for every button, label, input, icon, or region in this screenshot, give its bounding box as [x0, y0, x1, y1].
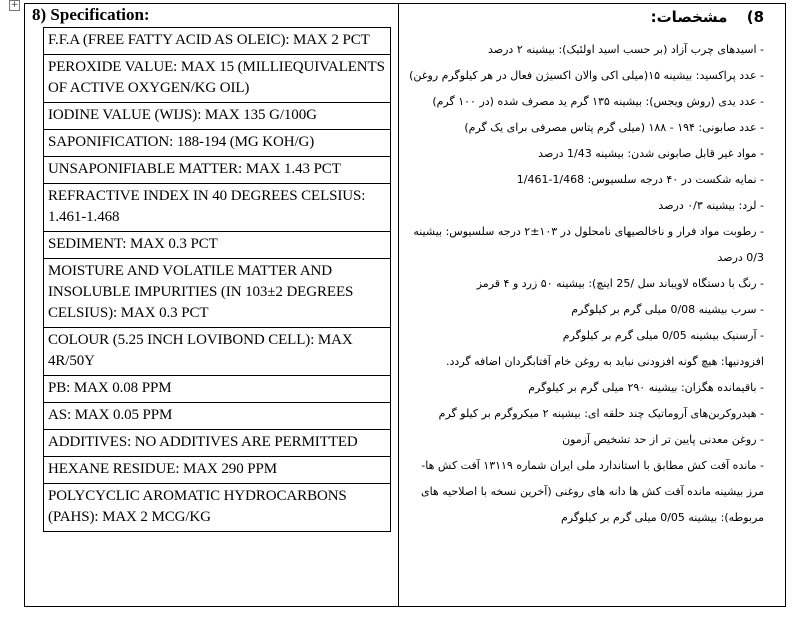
- spec-hexane-residue: HEXANE RESIDUE: MAX 290 PPM: [44, 457, 391, 484]
- list-item: - نمایه شکست در ۴۰ درجه سلسیوس: 1/468-1/461: [516, 173, 764, 186]
- spec-additives: ADDITIVES: NO ADDITIVES ARE PERMITTED: [44, 430, 391, 457]
- table-row: [44, 376, 391, 403]
- specification-table: [43, 27, 391, 532]
- table-row: [44, 184, 391, 232]
- list-item: - مواد غیر قابل صابونی شدن: بیشینه 1/43 درصد: [538, 147, 764, 160]
- persian-spec-list: [407, 37, 764, 531]
- list-item: - اسیدهای چرب آزاد (بر حسب اسید اولئیک): بیشینه ۲ درصد: [488, 43, 764, 56]
- spec-refractive-index: REFRACTIVE INDEX IN 40 DEGREES CELSIUS: 1.461-1.468: [44, 184, 391, 232]
- table-row: [44, 457, 391, 484]
- persian-column: [399, 3, 786, 607]
- specification-heading: 8) Specification:: [32, 5, 150, 24]
- list-item: افزودنیها: هیچ گونه افزودنی نباید به روغن خام آفتابگردان اضافه گردد.: [446, 355, 764, 368]
- list-item: - لرد: بیشینه ۰/۳ درصد: [658, 199, 764, 212]
- persian-heading-title: مشخصات:: [650, 8, 728, 26]
- list-item: - آرسنیک بیشینه 0/05 میلی گرم بر کیلوگرم: [562, 329, 764, 342]
- table-row: [44, 103, 391, 130]
- list-item: - عدد صابونی: ۱۹۴ - ۱۸۸ (میلی گرم پتاس مصرفی برای یک گرم): [464, 121, 764, 134]
- spec-moisture-volatile: MOISTURE AND VOLATILE MATTER AND INSOLUBLE IMPURITIES (IN 103±2 DEGREES CELSIUS): MAX 0.3 PCT: [44, 259, 391, 328]
- spec-iodine-value: IODINE VALUE (WIJS): MAX 135 G/100G: [44, 103, 391, 130]
- list-item: - روغن معدنی پایین تر از حد تشخیص آزمون: [562, 433, 764, 446]
- list-item: - عدد پراکسید: بیشینه ۱۵(میلی اکی والان اکسیژن فعال در هر کیلوگرم روغن) - عدد یدی (روش ویجس): بیشینه ۱۳۵ گرم ید مصرف شده (در ۱۰۰ گرم): [409, 69, 764, 108]
- table-row: [44, 403, 391, 430]
- spec-as: AS: MAX 0.05 PPM: [44, 403, 391, 430]
- table-row: [44, 232, 391, 259]
- persian-heading: [651, 8, 764, 26]
- spec-ffa: F.F.A (FREE FATTY ACID AS OLEIC): MAX 2 PCT: [44, 28, 391, 55]
- table-row: [44, 55, 391, 103]
- persian-heading-number: 8): [746, 8, 764, 26]
- table-row: [44, 430, 391, 457]
- spec-pahs: POLYCYCLIC AROMATIC HYDROCARBONS (PAHS): MAX 2 MCG/KG: [44, 484, 391, 532]
- spec-pb: PB: MAX 0.08 PPM: [44, 376, 391, 403]
- table-row: [44, 328, 391, 376]
- table-row: [44, 484, 391, 532]
- table-row: [44, 28, 391, 55]
- list-item: - هیدروکربن‌های آروماتیک چند حلقه ای: بیشینه ۲ میکروگرم بر کیلو گرم: [438, 407, 764, 420]
- spec-saponification: SAPONIFICATION: 188-194 (MG KOH/G): [44, 130, 391, 157]
- list-item: - سرب بیشینه 0/08 میلی گرم بر کیلوگرم: [571, 303, 764, 316]
- spec-colour: COLOUR (5.25 INCH LOVIBOND CELL): MAX 4R/50Y: [44, 328, 391, 376]
- table-move-handle-icon[interactable]: +: [10, 0, 19, 10]
- list-item: - باقیمانده هگزان: بیشینه ۲۹۰ میلی گرم بر کیلوگرم: [528, 381, 764, 394]
- spec-sediment: SEDIMENT: MAX 0.3 PCT: [44, 232, 391, 259]
- table-row: [44, 157, 391, 184]
- table-row: [44, 130, 391, 157]
- table-row: [44, 259, 391, 328]
- list-item: - رطوبت مواد فرار و ناخالصیهای نامحلول در ۱۰۳±۲ درجه سلسیوس: بیشینه 0/3 درصد: [413, 225, 764, 264]
- list-item: - رنگ با دستگاه لاویباند سل /25 اینچ): بیشینه ۵۰ زرد و ۴ قرمز: [476, 277, 764, 290]
- spec-peroxide-value: PEROXIDE VALUE: MAX 15 (MILLIEQUIVALENTS OF ACTIVE OXYGEN/KG OIL): [44, 55, 391, 103]
- spec-unsaponifiable-matter: UNSAPONIFIABLE MATTER: MAX 1.43 PCT: [44, 157, 391, 184]
- list-item: - مانده آفت کش مطابق با استاندارد ملی ایران شماره ۱۳۱۱۹ آفت کش ها- مرز بیشینه مانده آفت کش ها دانه های روغنی (آخرین نسخه با اصلاحیه های مربوطه): بیشینه 0/05 میلی گرم بر کیلوگرم: [420, 459, 764, 524]
